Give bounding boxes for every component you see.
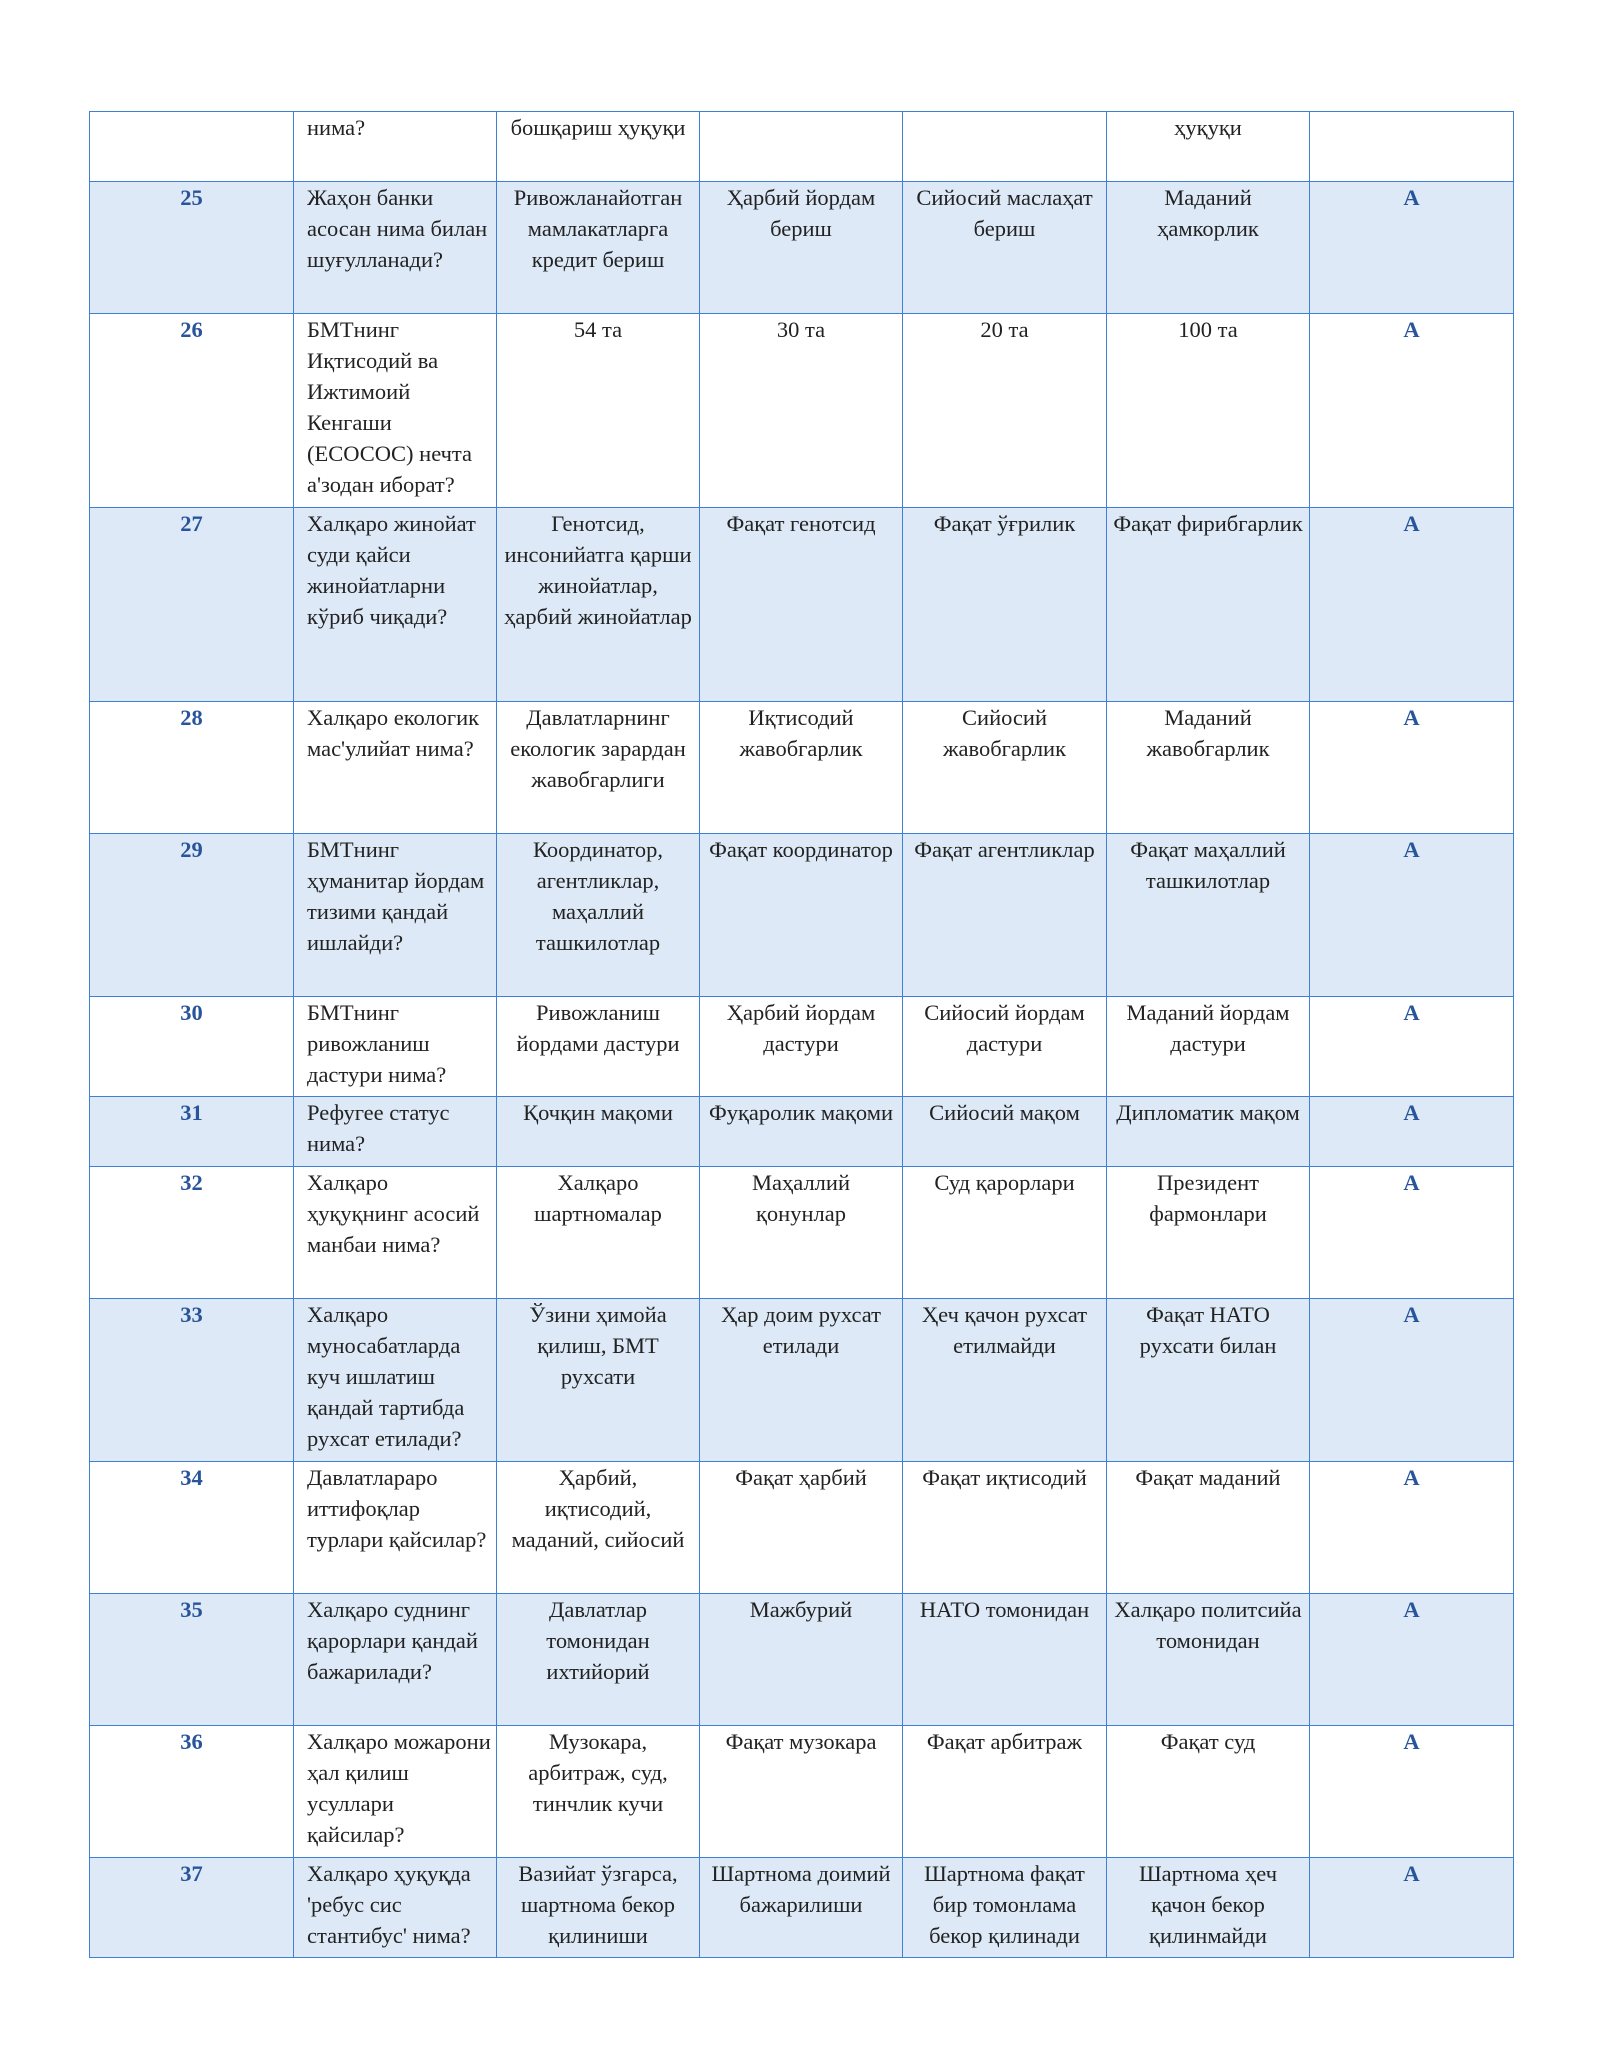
question-text: БМТнинг Иқтисодий ва Ижтимоий Кенгаши (ЕCОСОC) нечта а'зодан иборат? [307, 317, 473, 497]
option-a-text: Давлатларнинг екологик зарардан жавобгарлиги [510, 705, 686, 792]
option-d-text: Маданий йордам дастури [1126, 1000, 1290, 1056]
option-c-text: Ҳеч қачон рухсат етилмайди [921, 1302, 1088, 1358]
option-c-cell [903, 1299, 1107, 1462]
option-d-text: Дипломатик мақом [1116, 1100, 1300, 1125]
option-d-cell [1107, 1594, 1310, 1726]
question-text: Халқаро ҳуқуқнинг асосий манбаи нима? [307, 1170, 480, 1257]
number-cell [90, 1726, 294, 1858]
table-row [90, 1858, 1514, 1958]
option-b-text: Мажбурий [749, 1597, 853, 1622]
number-cell [90, 1858, 294, 1958]
question-cell [294, 1299, 497, 1462]
question-number: 29 [180, 837, 203, 862]
option-b-cell [700, 1167, 903, 1299]
option-c-text: Сийосий йордам дастури [924, 1000, 1085, 1056]
question-cell [294, 702, 497, 834]
question-text: БМТнинг ривожланиш дастури нима? [307, 1000, 447, 1087]
question-cell [294, 1167, 497, 1299]
option-d-text: Маданий жавобгарлик [1146, 705, 1270, 761]
option-c-cell [903, 1726, 1107, 1858]
answer-text: A [1403, 705, 1420, 730]
answer-text: A [1403, 317, 1420, 342]
number-cell [90, 1167, 294, 1299]
answer-text: A [1403, 1597, 1420, 1622]
question-cell [294, 1462, 497, 1594]
option-a-cell [497, 1167, 700, 1299]
answer-text: A [1403, 1302, 1420, 1327]
answer-cell [1310, 1097, 1514, 1167]
option-c-cell [903, 997, 1107, 1097]
table-row [90, 1726, 1514, 1858]
option-a-text: Давлатлар томонидан ихтийорий [546, 1597, 650, 1684]
option-a-text: Музокара, арбитраж, суд, тинчлик кучи [528, 1729, 668, 1816]
option-d-cell [1107, 1299, 1310, 1462]
option-a-cell [497, 1594, 700, 1726]
option-a-cell [497, 997, 700, 1097]
option-a-text: Вазийат ўзгарса, шартнома бекор қилиниши [518, 1861, 678, 1948]
question-text: Халқаро жинойат суди қайси жинойатларни кўриб чиқади? [307, 511, 476, 629]
number-cell [90, 1594, 294, 1726]
option-d-cell [1107, 112, 1310, 182]
option-a-cell [497, 112, 700, 182]
question-number: 34 [180, 1465, 203, 1490]
table-row [90, 508, 1514, 702]
table-row [90, 834, 1514, 997]
option-b-text: 30 та [776, 317, 826, 342]
option-b-cell [700, 702, 903, 834]
number-cell [90, 834, 294, 997]
table-row-continued [90, 112, 1514, 182]
option-b-cell [700, 1299, 903, 1462]
option-b-text: Фақат музокара [725, 1729, 877, 1754]
option-d-cell [1107, 1858, 1310, 1958]
option-c-text: Фақат агентликлар [914, 837, 1095, 862]
option-d-cell [1107, 1097, 1310, 1167]
option-d-text: Фақат суд [1160, 1729, 1256, 1754]
answer-text: A [1403, 1170, 1420, 1195]
answer-cell [1310, 702, 1514, 834]
question-cell [294, 182, 497, 314]
question-number: 30 [180, 1000, 203, 1025]
answer-cell [1310, 182, 1514, 314]
option-c-cell [903, 182, 1107, 314]
table-row [90, 1462, 1514, 1594]
table-row [90, 1299, 1514, 1462]
quiz-table [89, 111, 1514, 1958]
option-b-text: Иқтисодий жавобгарлик [739, 705, 863, 761]
option-b-cell [700, 834, 903, 997]
table-row [90, 314, 1514, 508]
table-row [90, 997, 1514, 1097]
option-a-text: Координатор, агентликлар, маҳаллий ташкилотлар [533, 837, 663, 955]
question-number: 33 [180, 1302, 203, 1327]
option-d-text: Маданий ҳамкорлик [1157, 185, 1259, 241]
option-b-cell [700, 182, 903, 314]
number-cell [90, 314, 294, 508]
question-text: Халқаро суднинг қарорлари қандай бажарилади? [307, 1597, 478, 1684]
number-cell [90, 1462, 294, 1594]
number-cell [90, 182, 294, 314]
option-b-text: Маҳаллий қонунлар [752, 1170, 850, 1226]
option-d-text: Халқаро политсийа томонидан [1114, 1597, 1302, 1653]
option-b-text: Ҳар доим рухсат етилади [720, 1302, 882, 1358]
option-a-cell [497, 1299, 700, 1462]
question-number: 35 [180, 1597, 203, 1622]
answer-cell [1310, 997, 1514, 1097]
option-d-cell [1107, 182, 1310, 314]
option-b-cell [700, 508, 903, 702]
option-b-text: Фуқаролик мақоми [708, 1100, 894, 1125]
option-d-cell [1107, 834, 1310, 997]
question-number: 26 [180, 317, 203, 342]
option-b-cell [700, 112, 903, 182]
option-d-text: 100 та [1178, 317, 1238, 342]
option-d-cell [1107, 1726, 1310, 1858]
answer-cell [1310, 1594, 1514, 1726]
question-cell [294, 997, 497, 1097]
number-cell [90, 702, 294, 834]
option-d-text: ҳуқуқи [1174, 115, 1242, 140]
answer-cell [1310, 1299, 1514, 1462]
answer-text: A [1403, 1000, 1420, 1025]
option-c-text: Сийосий жавобгарлик [942, 705, 1067, 761]
question-text: Рефугее статус нима? [307, 1100, 450, 1156]
option-c-text: 20 та [980, 317, 1029, 342]
answer-cell [1310, 314, 1514, 508]
option-d-cell [1107, 314, 1310, 508]
option-b-cell [700, 314, 903, 508]
option-a-text: Генотсид, инсонийатга қарши жинойатлар, ҳарбий жинойатлар [504, 511, 692, 629]
option-b-cell [700, 1726, 903, 1858]
option-a-text: Ҳарбий, иқтисодий, маданий, сийосий [511, 1465, 685, 1552]
question-number: 36 [180, 1729, 203, 1754]
option-a-text: Қочқин мақоми [523, 1100, 673, 1125]
table-row [90, 1097, 1514, 1167]
question-cell [294, 1594, 497, 1726]
question-cell [294, 112, 497, 182]
option-d-text: Фақат маданий [1135, 1465, 1281, 1490]
question-text: Халқаро ҳуқуқда 'ребус сис стантибус' нима? [307, 1861, 471, 1948]
question-cell [294, 834, 497, 997]
question-number: 28 [180, 705, 203, 730]
answer-text: A [1403, 1861, 1420, 1886]
option-b-cell [700, 1462, 903, 1594]
option-c-cell [903, 1462, 1107, 1594]
option-d-cell [1107, 1462, 1310, 1594]
option-a-cell [497, 702, 700, 834]
answer-cell [1310, 508, 1514, 702]
question-number: 25 [180, 185, 203, 210]
answer-cell [1310, 1726, 1514, 1858]
option-a-text: Ривожланайотган мамлакатларга кредит бериш [513, 185, 683, 272]
option-a-cell [497, 182, 700, 314]
question-text: Халқаро можарони ҳал қилиш усуллари қайсилар? [307, 1729, 491, 1847]
option-c-cell [903, 112, 1107, 182]
table-row [90, 702, 1514, 834]
answer-cell [1310, 834, 1514, 997]
question-number: 27 [180, 511, 203, 536]
option-b-text: Ҳарбий йордам бериш [726, 185, 876, 241]
question-number: 31 [180, 1100, 203, 1125]
table-row [90, 182, 1514, 314]
option-d-cell [1107, 702, 1310, 834]
option-c-text: Суд қарорлари [934, 1170, 1075, 1195]
option-c-text: НАТО томонидан [919, 1597, 1090, 1622]
option-b-text: Фақат координатор [709, 837, 893, 862]
option-b-cell [700, 997, 903, 1097]
answer-text: A [1403, 837, 1420, 862]
answer-cell [1310, 1858, 1514, 1958]
question-text: Халқаро муносабатларда куч ишлатиш қандай тартибда рухсат етилади? [307, 1302, 465, 1451]
answer-cell [1310, 1462, 1514, 1594]
option-d-text: Фақат маҳаллий ташкилотлар [1130, 837, 1286, 893]
answer-text: A [1403, 1729, 1420, 1754]
option-d-cell [1107, 508, 1310, 702]
option-d-cell [1107, 1167, 1310, 1299]
option-a-text: Халқаро шартномалар [534, 1170, 662, 1226]
option-b-text: Фақат генотсид [726, 511, 876, 536]
option-c-cell [903, 1858, 1107, 1958]
option-a-cell [497, 314, 700, 508]
number-cell [90, 997, 294, 1097]
option-c-cell [903, 1594, 1107, 1726]
option-c-text: Сийосий маслаҳат бериш [916, 185, 1093, 241]
option-c-cell [903, 702, 1107, 834]
answer-cell [1310, 1167, 1514, 1299]
question-cell [294, 1726, 497, 1858]
option-b-text: Шартнома доимий бажарилиши [711, 1861, 891, 1917]
number-cell [90, 1097, 294, 1167]
question-text: нима? [307, 115, 366, 140]
option-c-text: Шартнома фақат бир томонлама бекор қилинади [924, 1861, 1085, 1948]
answer-cell [1310, 112, 1514, 182]
option-b-cell [700, 1097, 903, 1167]
question-cell [294, 1858, 497, 1958]
option-a-cell [497, 834, 700, 997]
option-a-text: Ўзини ҳимойа қилиш, БМТ рухсати [529, 1302, 667, 1389]
option-b-cell [700, 1594, 903, 1726]
option-c-text: Фақат арбитраж [926, 1729, 1083, 1754]
option-b-cell [700, 1858, 903, 1958]
question-cell [294, 1097, 497, 1167]
option-a-cell [497, 1097, 700, 1167]
option-c-text: Сийосий мақом [929, 1100, 1080, 1125]
question-text: БМТнинг ҳуманитар йордам тизими қандай ишлайди? [307, 837, 485, 955]
option-c-cell [903, 834, 1107, 997]
option-c-cell [903, 1167, 1107, 1299]
option-d-text: Президент фармонлари [1149, 1170, 1267, 1226]
number-cell [90, 508, 294, 702]
option-c-cell [903, 314, 1107, 508]
table-row [90, 1167, 1514, 1299]
answer-text: A [1403, 511, 1420, 536]
number-cell [90, 1299, 294, 1462]
question-text: Давлатлараро иттифоқлар турлари қайсилар? [307, 1465, 487, 1552]
question-text: Жаҳон банки асосан нима билан шуғулланади? [307, 185, 488, 272]
option-d-text: Фақат НАТО рухсати билан [1139, 1302, 1277, 1358]
option-c-text: Фақат иқтисодий [922, 1465, 1087, 1490]
option-c-text: Фақат ўғрилик [933, 511, 1076, 536]
option-d-text: Шартнома ҳеч қачон бекор қилинмайди [1138, 1861, 1278, 1948]
answer-text: A [1403, 1100, 1420, 1125]
question-number: 37 [180, 1861, 203, 1886]
answer-text: A [1403, 185, 1420, 210]
option-a-cell [497, 1726, 700, 1858]
option-b-text: Ҳарбий йордам дастури [726, 1000, 876, 1056]
option-a-text: бошқариш ҳуқуқи [510, 115, 686, 140]
option-a-cell [497, 1858, 700, 1958]
option-d-cell [1107, 997, 1310, 1097]
option-d-text: Фақат фирибгарлик [1113, 511, 1303, 536]
option-a-text: Ривожланиш йордами дастури [516, 1000, 680, 1056]
table-row [90, 1594, 1514, 1726]
number-cell [90, 112, 294, 182]
option-a-cell [497, 508, 700, 702]
option-a-cell [497, 1462, 700, 1594]
option-c-cell [903, 1097, 1107, 1167]
answer-text: A [1403, 1465, 1420, 1490]
question-number: 32 [180, 1170, 203, 1195]
quiz-table-body [90, 112, 1514, 1958]
option-c-cell [903, 508, 1107, 702]
question-cell [294, 314, 497, 508]
question-text: Халқаро екологик мас'улийат нима? [307, 705, 480, 761]
option-b-text: Фақат ҳарбий [735, 1465, 867, 1490]
option-a-text: 54 та [573, 317, 623, 342]
question-cell [294, 508, 497, 702]
